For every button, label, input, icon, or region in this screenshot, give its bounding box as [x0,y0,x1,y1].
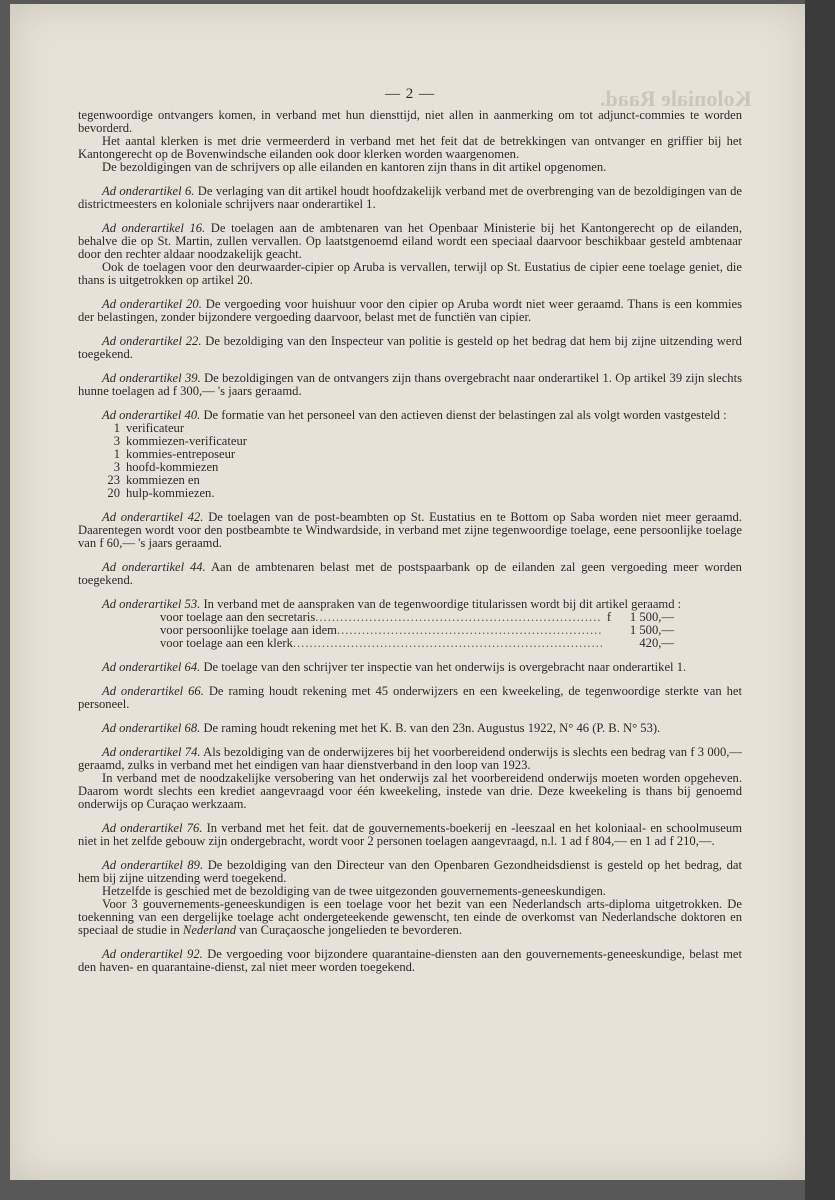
table-row: voor persoonlijke toelage aan idem ..... 1 500,— [160,624,674,637]
section-heading: Ad onderartikel 39. [102,371,201,385]
personnel-list [78,422,742,500]
section-text: In verband met de aanspraken van de tegenwoordige titularissen wordt bij dit artikel geraamd : [203,597,682,611]
section-text: De raming houdt rekening met het K. B. van den 23n. Augustus 1922, N° 46 (P. B. N° 53). [203,721,661,735]
section-heading: Ad onderartikel 92. [102,947,203,961]
section-text: De bezoldiging van den Inspecteur van politie is gesteld op het bedrag dat hem bij zijne uitzending werd toegekend. [78,334,742,361]
paragraph: Het aantal klerken is met drie vermeerderd in verband met het feit dat de betrekkingen van ontvanger en griffier bij het Kantongerecht op de Bovenwindsche eilanden ook door klerken worden waargenomen. [78,134,742,161]
section-text: De raming houdt rekening met 45 onderwijzers en een kweekeling, de tegenwoordige sterkte van het personeel. [78,684,743,711]
section-art92 [78,948,742,974]
section-art6 [78,185,742,211]
section-heading: Ad onderartikel 16. [102,221,206,235]
section-art64 [78,661,742,674]
section-text: De vergoeding voor huishuur voor den cipier op Aruba wordt niet weer geraamd. Thans is een kommies der belastingen, zonder bijzondere vergoeding daarvoor, belast met de functiën van cipier. [78,297,742,324]
section-heading: Ad onderartikel 20. [102,297,202,311]
allowance-table [160,611,674,650]
paragraph: De bezoldigingen van de schrijvers op alle eilanden en kantoren zijn thans in dit artikel opgenomen. [102,160,607,174]
section-heading: Ad onderartikel 53. [102,597,201,611]
list-item: 23 kommiezen en [107,473,200,487]
paragraph: In verband met de noodzakelijke versobering van het onderwijs zal het voorbereidend onderwijs moeten worden opgeheven. Daarom wordt slechts een krediet aangevraagd voor één kweekeling, instede van drie. Deze kweekeling is thans bij genoemd onderwijs op Curaçao werkzaam. [78,771,742,811]
section-text: De vergoeding voor bijzondere quarantaine-diensten aan den gouvernements-geneeskundige, belast met den haven- en quarantaine-dienst, zal niet meer worden toegekend. [78,947,742,974]
section-text: De verlaging van dit artikel houdt hoofdzakelijk verband met de overbrenging van de bezoldigingen van de districtmeesters en koloniale schrijvers naar onderartikel 1. [78,184,742,211]
section-text: De bezoldiging van den Directeur van den Openbaren Gezondheidsdienst is gesteld op het bedrag, dat hem bij zijne uitzending werd toegekend. [78,858,742,885]
section-text: De bezoldigingen van de ontvangers zijn thans overgebracht naar onderartikel 1. Op artikel 39 zijn slechts hunne toelagen ad f 300,— 's jaars geraamd. [78,371,742,398]
list-item: 1 kommies-entreposeur [113,447,236,461]
section-art20 [78,298,742,324]
section-art39 [78,372,742,398]
paragraph: Voor 3 gouvernements-geneeskundigen is een toelage voor het bezit van een Nederlandsch arts-diploma uitgetrokken. De toekenning van een dergelijke toelage acht ondergeteekende gewenscht, ten einde de overkomst van Nederlandsche doktoren en speciaal de studie in Nederland van Curaçaosche jongelieden te bevorderen. [78,897,742,937]
section-heading: Ad onderartikel 64. [102,660,201,674]
section-text: In verband met het feit. dat de gouvernements-boekerij en -leeszaal en het koloniaal- en schoolmuseum niet in het zelfde gebouw zijn ondergebracht, wordt voor 2 personen toelagen aangevraagd, n.l. 1 ad f 804,— en 1 ad f 210,—. [78,821,742,848]
table-row: voor toelage aan een klerk ..... 420,— [160,637,674,650]
section-heading: Ad onderartikel 66. [102,684,204,698]
paragraph: Ook de toelagen voor den deurwaarder-cipier op Aruba is vervallen, terwijl op St. Eustatius de cipier eene toelage geniet, die thans is uitgetrokken op artikel 20. [78,260,742,287]
section-heading: Ad onderartikel 22. [102,334,202,348]
list-item: 1 verificateur [113,421,185,435]
section-art66 [78,685,742,711]
section-heading: Ad onderartikel 89. [102,858,204,872]
paragraph: Hetzelfde is geschied met de bezoldiging van de twee uitgezonden gouvernements-geneeskundigen. [102,884,606,898]
section-heading: Ad onderartikel 74. [102,745,201,759]
list-item: 20 hulp-kommiezen. [107,486,215,500]
section-text: Aan de ambtenaren belast met de postspaarbank op de eilanden zal geen vergoeding meer worden toegekend. [78,560,742,587]
section-art44 [78,561,742,587]
list-item: 3 kommiezen-verificateur [113,434,247,448]
table-row: voor toelage aan den secretaris ..... f 1 500,— [160,611,674,624]
document-body [78,88,742,974]
bleed-through-text: Koloniale Raad. [600,86,752,111]
section-art22 [78,335,742,361]
section-text: Als bezoldiging van de onderwijzeres bij het voorbereidend onderwijs is slechts een bedrag van f 3 000,— geraamd, zulks in verband met het eindigen van haar dienstverband in den loop van 1923. [78,745,742,772]
section-heading: Ad onderartikel 40. [102,408,201,422]
section-art74 [78,746,742,772]
section-art89 [78,859,742,885]
section-text: De toelage van den schrijver ter inspectie van het onderwijs is overgebracht naar onderartikel 1. [203,660,687,674]
section-heading: Ad onderartikel 6. [102,184,195,198]
section-art16 [78,222,742,261]
section-text: De toelagen aan de ambtenaren van het Openbaar Ministerie bij het Kantongerecht op de eilanden, behalve die op St. Martin, zullen vervallen. Op laatstgenoemd eiland wordt een speciaal daarvoor beschikbaar gesteld ambtenaar door den rechter aldaar noodzakelijk geacht. [78,221,742,261]
section-art76 [78,822,742,848]
section-text: De formatie van het personeel van den actieven dienst der belastingen zal als volgt worden vastgesteld : [203,408,727,422]
list-item: 3 hoofd-kommiezen [113,460,219,474]
section-art42 [78,511,742,550]
section-art68 [78,722,742,735]
section-heading: Ad onderartikel 76. [102,821,203,835]
section-heading: Ad onderartikel 44. [102,560,206,574]
section-heading: Ad onderartikel 42. [102,510,204,524]
section-text: De toelagen van de post-beambten op St. Eustatius en te Bottom op Saba worden niet meer geraamd. Daarentegen wordt voor den postbeambte te Windwardside, in verband met zijne tegenwoordige toelage, eene persoonlijke toelage van f 60,— 's jaars geraamd. [78,510,742,550]
page-number: — 2 — [385,86,435,102]
paragraph: tegenwoordige ontvangers komen, in verband met hun diensttijd, niet allen in aanmerking om tot adjunct-commies te worden bevorderd. [78,108,742,135]
page-edge [805,0,835,1200]
section-heading: Ad onderartikel 68. [102,721,201,735]
